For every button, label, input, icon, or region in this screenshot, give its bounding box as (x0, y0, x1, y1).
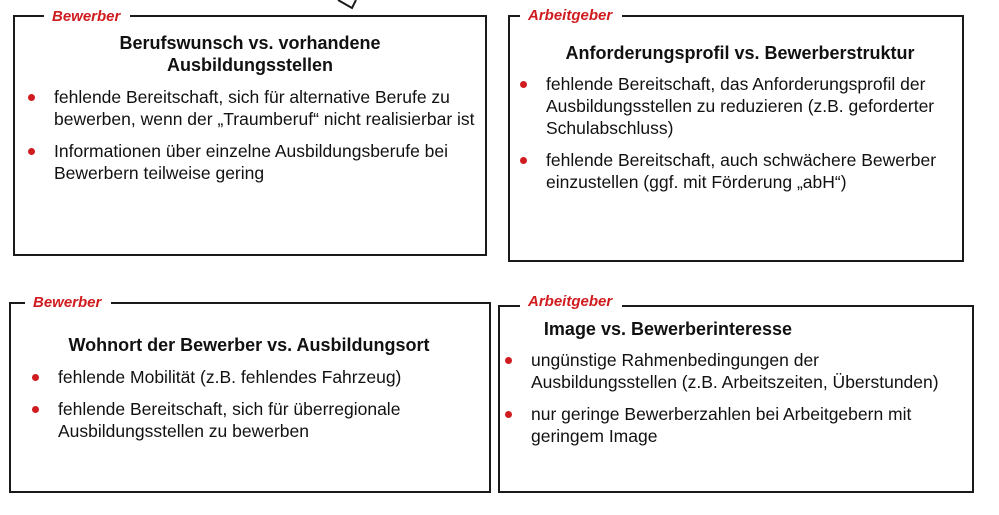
bullet-icon (32, 406, 39, 413)
bullet-icon (505, 411, 512, 418)
list-item: ungünstige Rahmenbedingungen der Ausbildungsstellen (z.B. Arbeitszeiten, Überstunden) (497, 349, 967, 393)
list-item: fehlende Bereitschaft, das Anforderungsprofil der Ausbildungsstellen zu reduzieren (z.B. geforderter Schulabschluss) (512, 73, 960, 139)
box-title: Berufswunsch vs. vorhandene Ausbildungsstellen (119, 33, 381, 75)
box-tag: Bewerber (44, 7, 130, 27)
box-title: Anforderungsprofil vs. Bewerberstruktur (565, 43, 915, 63)
list-item: fehlende Bereitschaft, auch schwächere Bewerber einzustellen (ggf. mit Förderung „abH“) (512, 149, 960, 193)
bullet-list (24, 366, 484, 452)
box-title: Wohnort der Bewerber vs. Ausbildungsort (68, 335, 430, 355)
bullet-icon (505, 357, 512, 364)
box-tag: Arbeitgeber (520, 292, 622, 312)
box-title: Image vs. Bewerberinteresse (543, 319, 793, 339)
list-item: Informationen über einzelne Ausbildungsberufe bei Bewerbern teilweise gering (20, 140, 480, 184)
bullet-list (20, 86, 480, 194)
list-item: fehlende Bereitschaft, sich für überregionale Ausbildungsstellen zu bewerben (24, 398, 484, 442)
bullet-list (497, 349, 967, 457)
bullet-icon (32, 374, 39, 381)
bullet-icon (28, 94, 35, 101)
box-tag: Arbeitgeber (520, 6, 622, 26)
box-tag: Bewerber (25, 293, 111, 313)
list-item: fehlende Bereitschaft, sich für alternative Berufe zu bewerben, wenn der „Traumberuf“ nicht realisierbar ist (20, 86, 480, 130)
bullet-list (512, 73, 960, 203)
arrow-icon (330, 0, 370, 12)
bullet-icon (520, 157, 527, 164)
list-item: fehlende Mobilität (z.B. fehlendes Fahrzeug) (24, 366, 484, 388)
list-item: nur geringe Bewerberzahlen bei Arbeitgebern mit geringem Image (497, 403, 967, 447)
bullet-icon (28, 148, 35, 155)
bullet-icon (520, 81, 527, 88)
